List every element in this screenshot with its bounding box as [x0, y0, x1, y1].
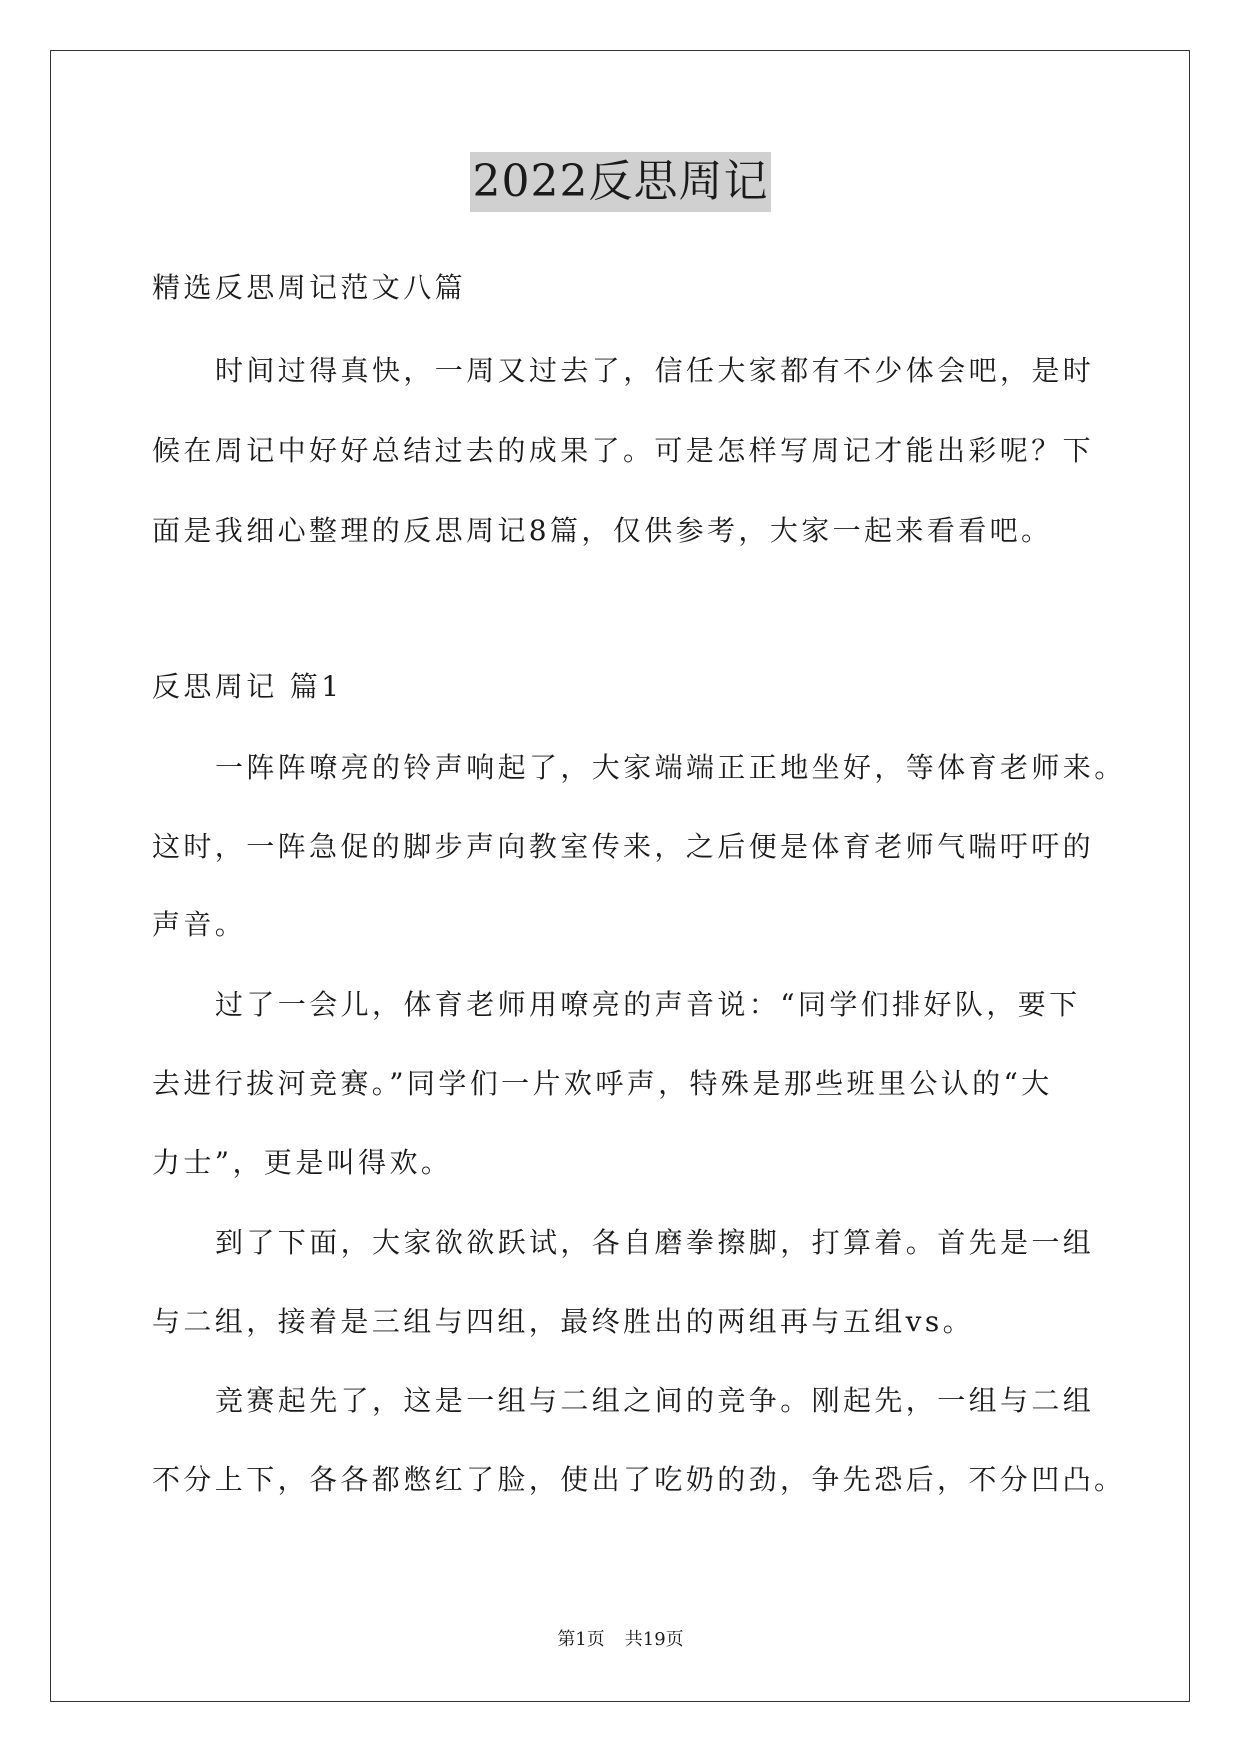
body-line-1: 一阵阵嘹亮的铃声响起了，大家端端正正地坐好，等体育老师来。 [215, 751, 1126, 784]
page-total: 共19页 [624, 1629, 684, 1650]
body-line-2: 这时，一阵急促的脚步声向教室传来，之后便是体育老师气喘吁吁的 [152, 830, 1095, 863]
body-line-3: 声音。 [152, 908, 247, 941]
body-line-6: 力士”，更是叫得欢。 [152, 1146, 453, 1179]
document-title: 2022反思周记 [470, 152, 772, 212]
intro-line-2: 候在周记中好好总结过去的成果了。可是怎样写周记才能出彩呢？下 [152, 434, 1095, 467]
body-line-4: 过了一会儿，体育老师用嘹亮的声音说：“同学们排好队，要下 [215, 988, 1081, 1021]
section-heading: 反思周记 篇1 [152, 670, 343, 703]
intro-line-3: 面是我细心整理的反思周记8篇，仅供参考，大家一起来看看吧。 [152, 514, 1053, 547]
title-container [0, 152, 1241, 212]
intro-line-1: 时间过得真快，一周又过去了，信任大家都有不少体会吧，是时 [215, 354, 1095, 387]
body-line-7: 到了下面，大家欲欲跃试，各自磨拳擦脚，打算着。首先是一组 [215, 1226, 1095, 1259]
body-line-8: 与二组，接着是三组与四组，最终胜出的两组再与五组vs。 [152, 1305, 974, 1338]
body-line-5: 去进行拔河竞赛。”同学们一片欢呼声，特殊是那些班里公认的“大 [152, 1067, 1053, 1100]
page-footer [0, 1628, 1241, 1652]
body-line-9: 竞赛起先了，这是一组与二组之间的竞争。刚起先，一组与二组 [215, 1384, 1095, 1417]
page-number: 第1页 [557, 1629, 605, 1650]
subtitle: 精选反思周记范文八篇 [152, 271, 467, 304]
body-line-10: 不分上下，各各都憋红了脸，使出了吃奶的劲，争先恐后，不分凹凸。 [152, 1463, 1126, 1496]
